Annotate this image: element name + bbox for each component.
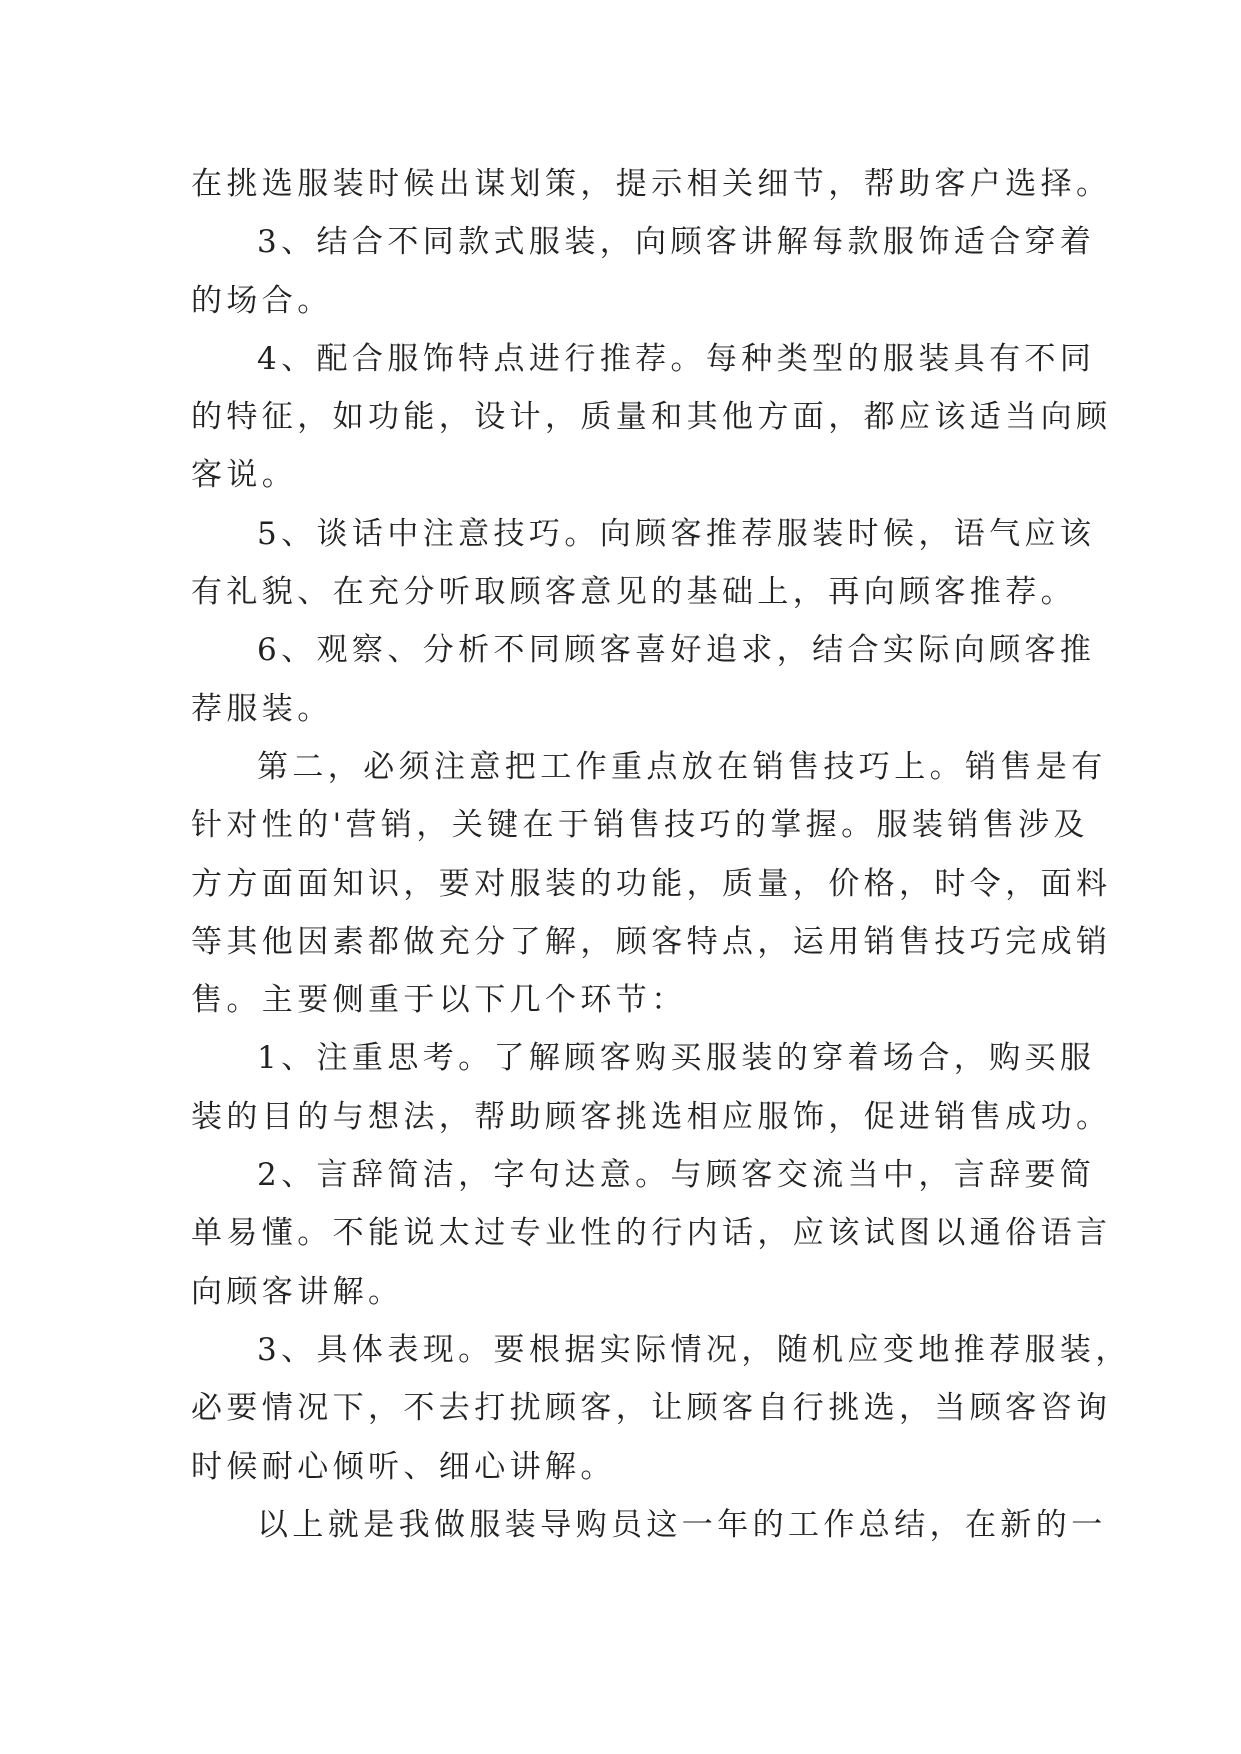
text-line: 向顾客讲解。 <box>191 1273 404 1310</box>
text-line: 等其他因素都做充分了解，顾客特点，运用销售技巧完成销 <box>191 923 1112 960</box>
text-line: 售。主要侧重于以下几个环节： <box>191 982 687 1019</box>
text-line: 必要情况下，不去打扰顾客，让顾客自行挑选，当顾客咨询 <box>191 1390 1112 1427</box>
text-line: 荐服装。 <box>191 690 333 727</box>
text-line: 5、谈话中注意技巧。向顾客推荐服装时候，语气应该 <box>257 515 1096 552</box>
text-line: 在挑选服装时候出谋划策，提示相关细节，帮助客户选择。 <box>191 166 1112 202</box>
text-line: 1、注重思考。了解顾客购买服装的穿着场合，购买服 <box>257 1040 1096 1077</box>
text-line: 装的目的与想法，帮助顾客挑选相应服饰，促进销售成功。 <box>191 1098 1112 1135</box>
text-line: 有礼貌、在充分听取顾客意见的基础上，再向顾客推荐。 <box>191 574 1076 611</box>
text-line: 3、具体表现。要根据实际情况，随机应变地推荐服装， <box>257 1331 1131 1368</box>
text-line: 的场合。 <box>191 282 333 319</box>
text-line: 的特征，如功能，设计，质量和其他方面，都应该适当向顾 <box>191 399 1112 436</box>
text-line: 4、配合服饰特点进行推荐。每种类型的服装具有不同 <box>257 340 1096 377</box>
document-body <box>191 155 1131 1554</box>
text-line: 6、观察、分析不同顾客喜好追求，结合实际向顾客推 <box>257 632 1096 669</box>
text-line: 第二，必须注意把工作重点放在销售技巧上。销售是有 <box>257 748 1107 785</box>
text-line: 客说。 <box>191 457 298 494</box>
text-line: 针对性的'营销，关键在于销售技巧的掌握。服装销售涉及 <box>191 807 1089 844</box>
text-line: 3、结合不同款式服装，向顾客讲解每款服饰适合穿着 <box>257 224 1096 261</box>
text-line: 时候耐心倾听、细心讲解。 <box>191 1448 616 1485</box>
text-line: 以上就是我做服装导购员这一年的工作总结，在新的一 <box>257 1506 1107 1543</box>
text-line: 2、言辞简洁，字句达意。与顾客交流当中，言辞要简 <box>257 1157 1096 1194</box>
text-line: 方方面面知识，要对服装的功能，质量，价格，时令，面料 <box>191 865 1112 902</box>
text-line: 单易懂。不能说太过专业性的行内话，应该试图以通俗语言 <box>191 1215 1112 1252</box>
